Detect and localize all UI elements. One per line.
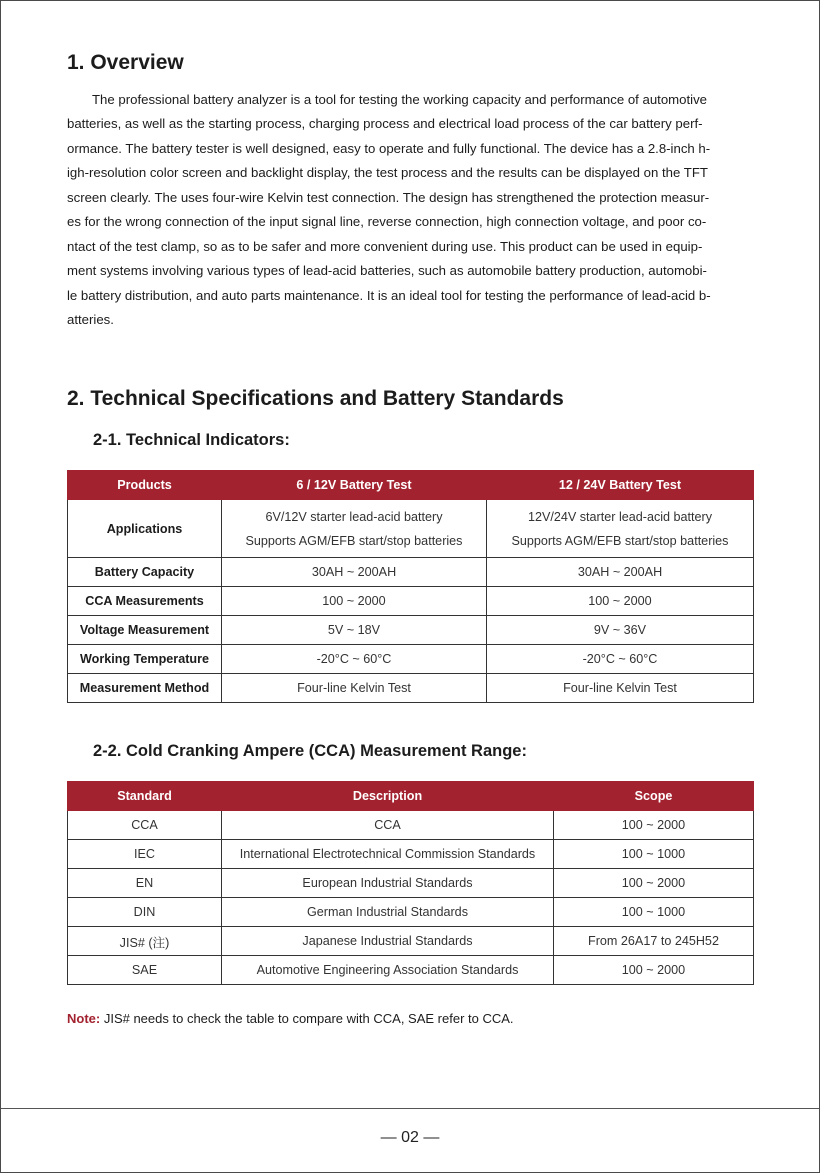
table-cell xyxy=(222,500,487,558)
row-header: Measurement Method xyxy=(68,674,222,703)
column-header: 12 / 24V Battery Test xyxy=(487,471,754,500)
overview-heading: 1. Overview xyxy=(67,51,184,74)
row-header: Battery Capacity xyxy=(68,558,222,587)
cell-line: 12V/24V starter lead-acid battery xyxy=(527,509,713,524)
table-row xyxy=(68,674,754,703)
overview-line: le battery distribution, and auto parts maintenance. It is an ideal tool for testing the performance of lead-acid b- xyxy=(67,287,711,303)
table-cell: DIN xyxy=(68,898,222,927)
table-header-row xyxy=(68,471,754,500)
column-header: Products xyxy=(68,471,222,500)
cca-table xyxy=(67,781,754,985)
indicators-heading: 2-1. Technical Indicators: xyxy=(93,431,290,449)
table-row xyxy=(68,558,754,587)
note-text: JIS# needs to check the table to compare with CCA, SAE refer to CCA. xyxy=(100,1011,514,1026)
table-cell: CCA xyxy=(222,811,554,840)
table-header-row xyxy=(68,782,754,811)
overview-line: ormance. The battery tester is well designed, easy to operate and fully functional. The device has a 2.8-inch h- xyxy=(67,140,711,156)
table-cell: 100 ~ 1000 xyxy=(554,840,754,869)
footer-divider xyxy=(1,1108,819,1109)
table-row xyxy=(68,840,754,869)
table-row xyxy=(68,811,754,840)
column-header: Standard xyxy=(68,782,222,811)
row-header: Applications xyxy=(68,500,222,558)
table-cell: -20°C ~ 60°C xyxy=(487,645,754,674)
table-cell: CCA xyxy=(68,811,222,840)
note xyxy=(67,1011,514,1026)
table-cell: International Electrotechnical Commission Standards xyxy=(222,840,554,869)
table-row xyxy=(68,927,754,956)
row-header: Working Temperature xyxy=(68,645,222,674)
cell-line: 6V/12V starter lead-acid battery xyxy=(265,509,443,524)
table-cell: Japanese Industrial Standards xyxy=(222,927,554,956)
table-cell: IEC xyxy=(68,840,222,869)
table-cell: German Industrial Standards xyxy=(222,898,554,927)
cca-heading: 2-2. Cold Cranking Ampere (CCA) Measurement Range: xyxy=(93,742,527,760)
table-cell: 100 ~ 2000 xyxy=(487,587,754,616)
table-cell: EN xyxy=(68,869,222,898)
overview-line: igh-resolution color screen and backlight display, the test process and the results can be displayed on the TFT xyxy=(67,165,708,181)
table-cell: 100 ~ 2000 xyxy=(554,869,754,898)
table-cell: 100 ~ 2000 xyxy=(554,811,754,840)
table-row xyxy=(68,645,754,674)
table-cell: 100 ~ 1000 xyxy=(554,898,754,927)
table-row xyxy=(68,869,754,898)
table-row xyxy=(68,616,754,645)
table-cell: Automotive Engineering Association Standards xyxy=(222,956,554,985)
table-cell: SAE xyxy=(68,956,222,985)
table-cell xyxy=(487,500,754,558)
table-row xyxy=(68,898,754,927)
cell-line: Supports AGM/EFB start/stop batteries xyxy=(511,533,729,548)
overview-line: batteries, as well as the starting process, charging process and electrical load process of the car battery perf- xyxy=(67,116,703,132)
overview-line: es for the wrong connection of the input signal line, reverse connection, high connection voltage, and poor co- xyxy=(67,214,707,230)
overview-line: The professional battery analyzer is a tool for testing the working capacity and performance of automotive xyxy=(92,92,708,107)
table-cell: 9V ~ 36V xyxy=(487,616,754,645)
row-header: Voltage Measurement xyxy=(68,616,222,645)
column-header: Scope xyxy=(554,782,754,811)
table-cell: 30AH ~ 200AH xyxy=(222,558,487,587)
overview-line: screen clearly. The uses four-wire Kelvin test connection. The design has strengthened the protection measur- xyxy=(67,189,710,205)
overview-paragraph xyxy=(67,88,755,332)
table-cell: Four-line Kelvin Test xyxy=(222,674,487,703)
cell-line: Supports AGM/EFB start/stop batteries xyxy=(245,533,463,548)
table-cell: 5V ~ 18V xyxy=(222,616,487,645)
table-cell: 100 ~ 2000 xyxy=(222,587,487,616)
overview-line: ment systems involving various types of lead-acid batteries, such as automobile battery production, automobi- xyxy=(67,263,707,279)
table-row xyxy=(68,500,754,558)
indicators-table xyxy=(67,470,754,703)
table-cell: Four-line Kelvin Test xyxy=(487,674,754,703)
note-label: Note: xyxy=(67,1011,101,1026)
table-cell: JIS# (注) xyxy=(68,927,222,956)
table-row xyxy=(68,587,754,616)
table-cell: 100 ~ 2000 xyxy=(554,956,754,985)
column-header: Description xyxy=(222,782,554,811)
page-number: — 02 — xyxy=(380,1129,440,1146)
table-cell: 30AH ~ 200AH xyxy=(487,558,754,587)
overview-line: ntact of the test clamp, so as to be safer and more convenient during use. This product can be used in equip- xyxy=(67,238,703,254)
table-cell: From 26A17 to 245H52 xyxy=(554,927,754,956)
overview-line: atteries. xyxy=(67,311,114,327)
table-row xyxy=(68,956,754,985)
row-header: CCA Measurements xyxy=(68,587,222,616)
table-cell: European Industrial Standards xyxy=(222,869,554,898)
column-header: 6 / 12V Battery Test xyxy=(222,471,487,500)
specs-heading: 2. Technical Specifications and Battery Standards xyxy=(67,387,564,410)
table-cell: -20°C ~ 60°C xyxy=(222,645,487,674)
